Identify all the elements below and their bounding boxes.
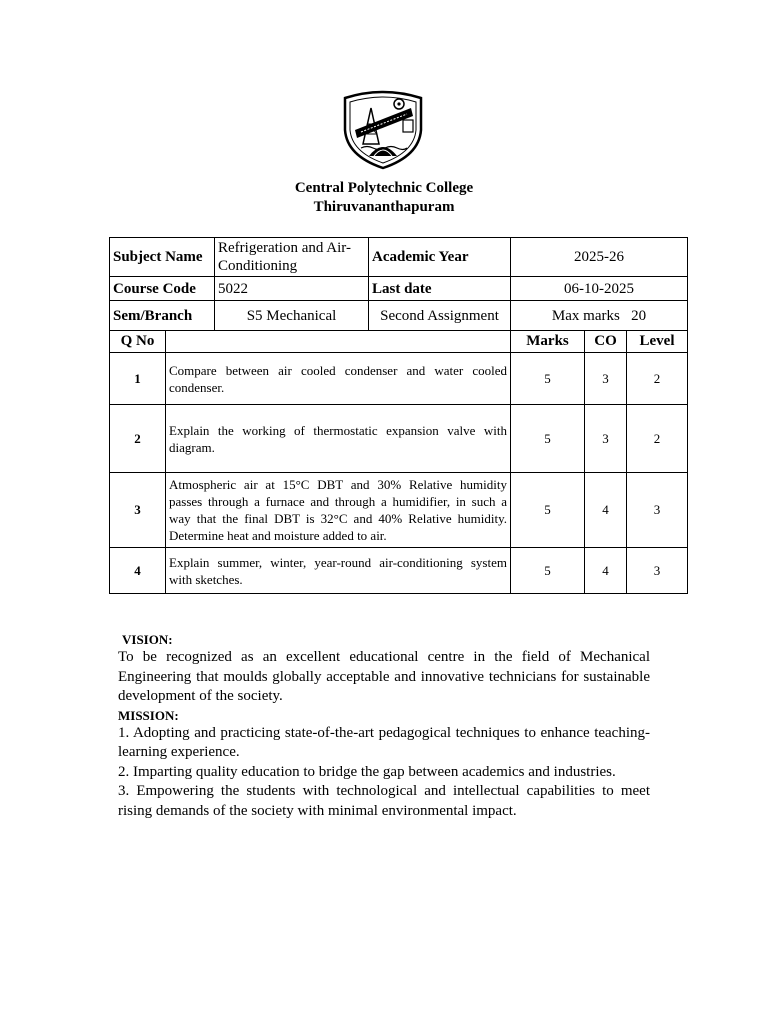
question-co: 4 (585, 548, 627, 594)
course-code-label: Course Code (110, 277, 215, 301)
last-date-value: 06-10-2025 (511, 277, 688, 301)
header-co: CO (585, 331, 627, 353)
question-marks: 5 (511, 473, 585, 548)
question-text: Atmospheric air at 15°C DBT and 30% Relative humidity passes through a furnace and through a humidifier, in such a way that the final DBT is 32°C and 40% Relative humidity. Determine heat and moisture added to air. (166, 473, 511, 548)
subject-label: Subject Name (110, 238, 215, 277)
question-level: 3 (627, 548, 688, 594)
sem-branch-value: S5 Mechanical (215, 301, 369, 331)
vision-mission-section (118, 631, 650, 821)
mission-title: MISSION: (118, 707, 179, 723)
question-number: 1 (110, 353, 166, 405)
question-co: 3 (585, 405, 627, 473)
college-city: Thiruvananthapuram (313, 199, 455, 215)
last-date-label: Last date (369, 277, 511, 301)
question-number: 4 (110, 548, 166, 594)
question-co: 4 (585, 473, 627, 548)
assignment-name: Second Assignment (369, 301, 511, 331)
vision-title: VISION: (122, 632, 173, 647)
max-marks: Max marks 20 (511, 301, 688, 331)
header-question (166, 331, 511, 353)
header-marks: Marks (511, 331, 585, 353)
college-crest-icon (341, 86, 425, 170)
question-marks: 5 (511, 548, 585, 594)
question-text: Explain summer, winter, year-round air-conditioning system with sketches. (166, 548, 511, 594)
college-name: Central Polytechnic College (294, 180, 474, 196)
table-row (110, 353, 688, 405)
question-number: 2 (110, 405, 166, 473)
question-text: Explain the working of thermostatic expansion valve with diagram. (166, 405, 511, 473)
table-row (110, 548, 688, 594)
vision-text: To be recognized as an excellent educational centre in the field of Mechanical Engineering that moulds globally acceptable and innovative technicians for sustainable development of the society. (118, 649, 650, 704)
question-level: 2 (627, 353, 688, 405)
header-qno: Q No (110, 331, 166, 353)
academic-year-label: Academic Year (369, 238, 511, 277)
header-level: Level (627, 331, 688, 353)
question-number: 3 (110, 473, 166, 548)
question-level: 3 (627, 473, 688, 548)
mission-item: 1. Adopting and practicing state-of-the-art pedagogical techniques to enhance teaching-learning experience. (118, 724, 650, 760)
table-row (110, 405, 688, 473)
sem-branch-label: Sem/Branch (110, 301, 215, 331)
question-level: 2 (627, 405, 688, 473)
question-marks: 5 (511, 353, 585, 405)
mission-item: 3. Empowering the students with technological and intellectual capabilities to meet rising demands of the society with minimal environmental impact. (118, 783, 650, 819)
question-text: Compare between air cooled condenser and water cooled condenser. (166, 353, 511, 405)
questions-header-row (110, 331, 688, 353)
academic-year-value: 2025-26 (511, 238, 688, 277)
question-marks: 5 (511, 405, 585, 473)
subject-value: Refrigeration and Air-Conditioning (215, 238, 369, 277)
mission-item: 2. Imparting quality education to bridge the gap between academics and industries. (118, 763, 616, 780)
table-row (110, 473, 688, 548)
course-info-table (109, 237, 688, 331)
questions-table (109, 330, 688, 594)
course-code-value: 5022 (215, 277, 369, 301)
question-co: 3 (585, 353, 627, 405)
